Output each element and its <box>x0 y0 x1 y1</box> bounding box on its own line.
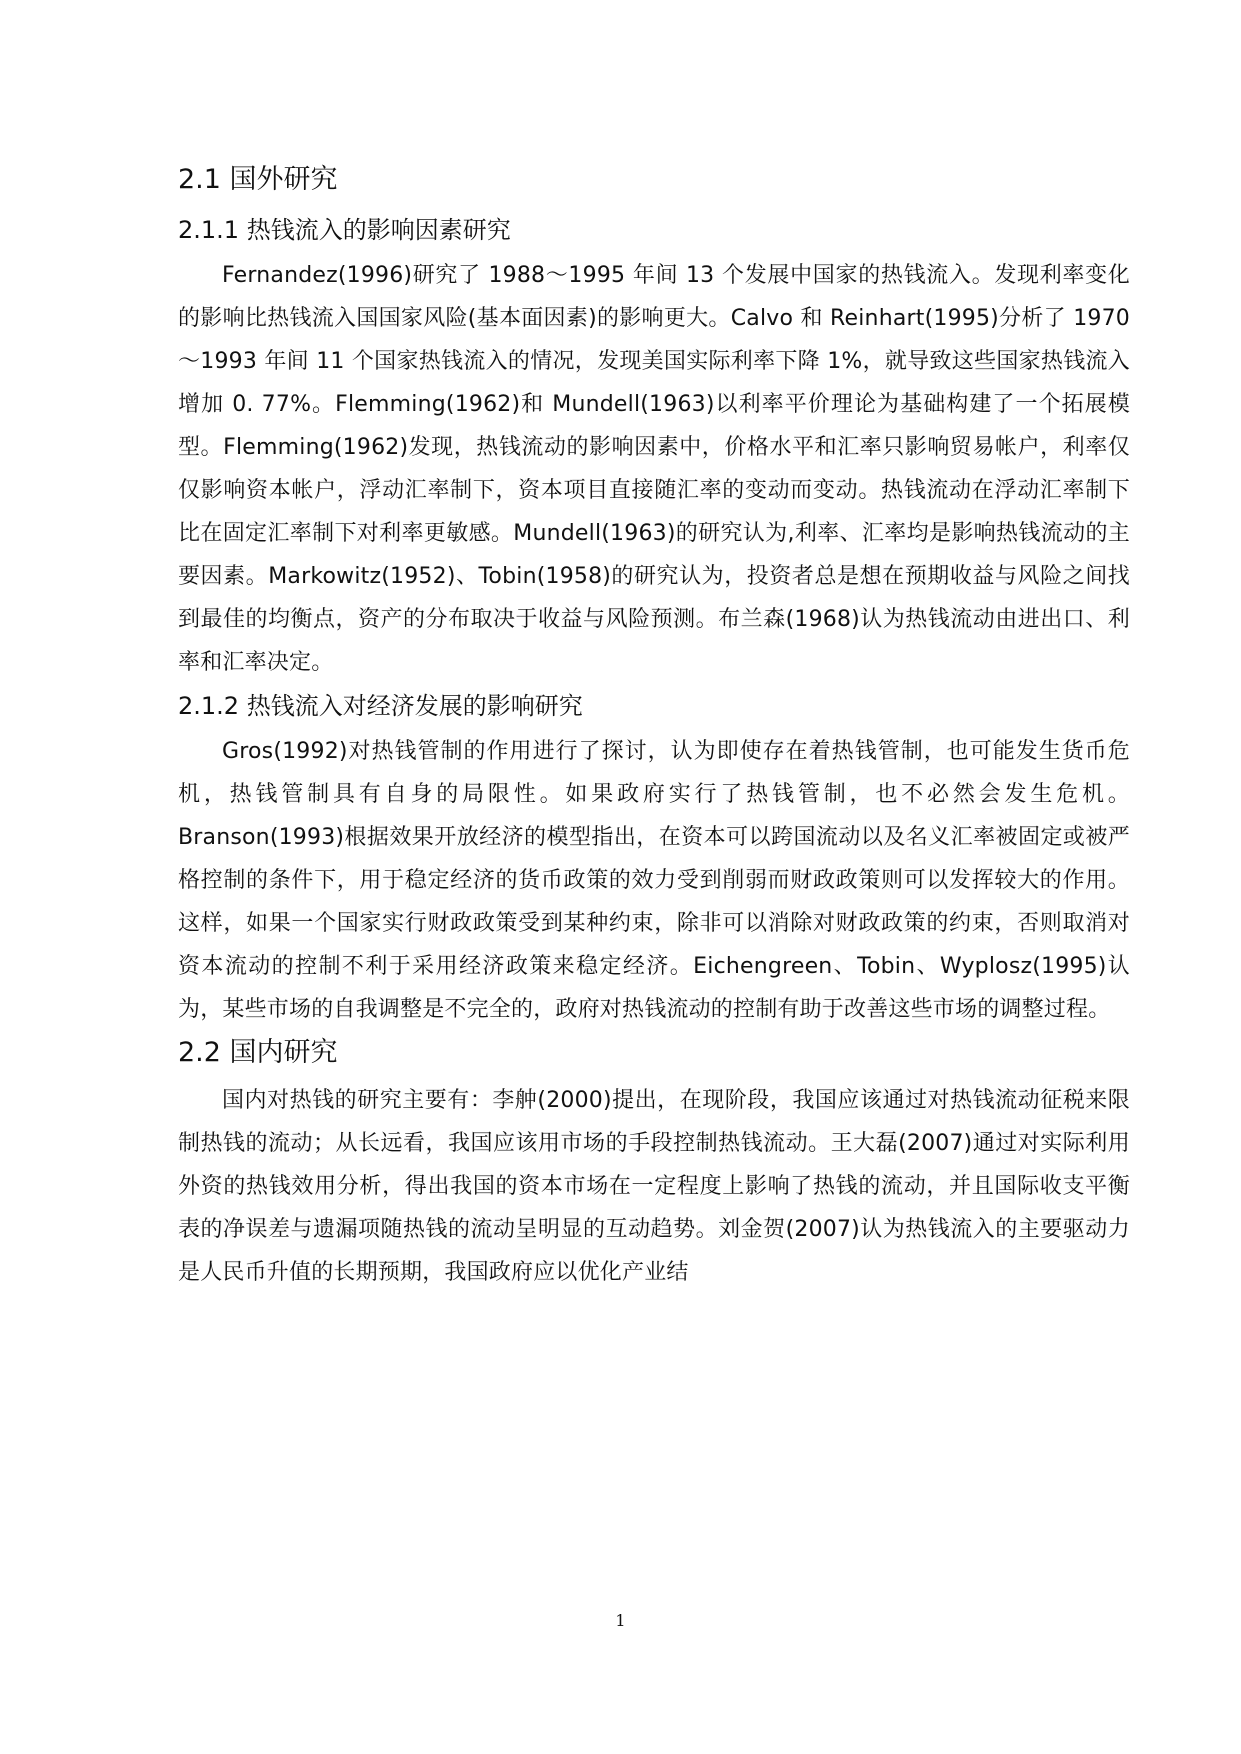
section-2-2-heading: 2.2 国内研究 <box>178 1037 338 1068</box>
page-content <box>178 160 1130 1294</box>
page-number: 1 <box>615 1611 626 1630</box>
section-2-1-1-heading: 2.1.1 热钱流入的影响因素研究 <box>178 216 511 244</box>
section-2-1-2-paragraph: Gros(1992)对热钱管制的作用进行了探讨，认为即使存在着热钱管制，也可能发生货币危机，热钱管制具有自身的局限性。如果政府实行了热钱管制，也不必然会发生危机。Branson(1993)根据效果开放经济的模型指出，在资本可以跨国流动以及名义汇率被固定或被严格控制的条件下，用于稳定经济的货币政策的效力受到削弱而财政政策则可以发挥较大的作用。这样，如果一个国家实行财政政策受到某种约束，除非可以消除对财政政策的约束，否则取消对资本流动的控制不利于采用经济政策来稳定经济。Eichengreen、Tobin、Wyplosz(1995)认为，某些市场的自我调整是不完全的，政府对热钱流动的控制有助于改善这些市场的调整过程。 <box>178 739 1130 1022</box>
section-2-1-2-heading: 2.1.2 热钱流入对经济发展的影响研究 <box>178 692 583 720</box>
section-2-1-heading: 2.1 国外研究 <box>178 164 338 195</box>
section-2-2-paragraph: 国内对热钱的研究主要有：李舯(2000)提出，在现阶段，我国应该通过对热钱流动征税来限制热钱的流动；从长远看，我国应该用市场的手段控制热钱流动。王大磊(2007)通过对实际利用外资的热钱效用分析，得出我国的资本市场在一定程度上影响了热钱的流动，并且国际收支平衡表的净误差与遗漏项随热钱的流动呈明显的互动趋势。刘金贺(2007)认为热钱流入的主要驱动力是人民币升值的长期预期，我国政府应以优化产业结 <box>178 1088 1130 1285</box>
section-2-1-1-paragraph: Fernandez(1996)研究了 1988～1995 年间 13 个发展中国家的热钱流入。发现利率变化的影响比热钱流入国国家风险(基本面因素)的影响更大。Calvo 和 Reinhart(1995)分析了 1970～1993 年间 11 个国家热钱流入的情况，发现美国实际利率下降 1%，就导致这些国家热钱流入增加 0. 77%。Flemming(1962)和 Mundell(1963)以利率平价理论为基础构建了一个拓展模型。Flemming(1962)发现，热钱流动的影响因素中，价格水平和汇率只影响贸易帐户，利率仅仅影响资本帐户，浮动汇率制下，资本项目直接随汇率的变动而变动。热钱流动在浮动汇率制下比在固定汇率制下对利率更敏感。Mundell(1963)的研究认为,利率、汇率均是影响热钱流动的主要因素。Markowitz(1952)、Tobin(1958)的研究认为，投资者总是想在预期收益与风险之间找到最佳的均衡点，资产的分布取决于收益与风险预测。布兰森(1968)认为热钱流动由进出口、利率和汇率决定。 <box>178 263 1130 675</box>
